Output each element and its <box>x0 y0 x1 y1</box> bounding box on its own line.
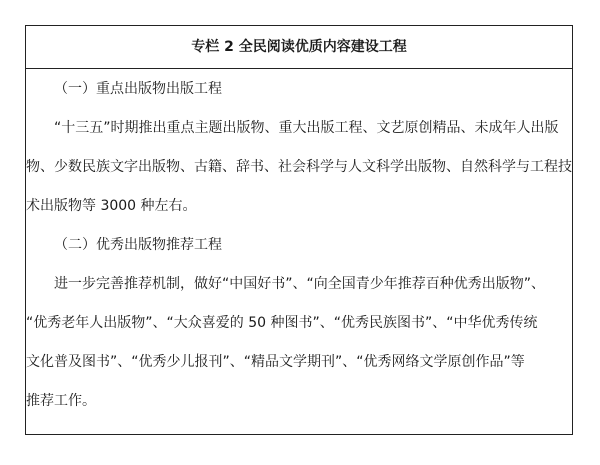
feature-box <box>25 25 573 435</box>
section1-line-1: “十三五”时期推出重点主题出版物、重大出版工程、文艺原创精品、未成年人出版 <box>54 120 559 136</box>
section2-line-2: “优秀老年人出版物”、“大众喜爱的 50 种图书”、“优秀民族图书”、“中华优秀传统 <box>26 315 538 331</box>
section2-line-1: 进一步完善推荐机制，做好“中国好书”、“向全国青少年推荐百种优秀出版物”、 <box>54 276 546 292</box>
section1-line-3: 术出版物等 3000 种左右。 <box>26 198 197 214</box>
section2-line-4: 推荐工作。 <box>26 393 96 409</box>
section1-heading: （一）重点出版物出版工程 <box>54 81 222 97</box>
section1-line-2: 物、少数民族文字出版物、古籍、辞书、社会科学与人文科学出版物、自然科学与工程技 <box>26 159 572 175</box>
section2-line-3: 文化普及图书”、“优秀少儿报刊”、“精品文学期刊”、“优秀网络文学原创作品”等 <box>26 354 525 370</box>
section2-heading: （二）优秀出版物推荐工程 <box>54 237 222 253</box>
box-title: 专栏 2 全民阅读优质内容建设工程 <box>26 26 572 69</box>
